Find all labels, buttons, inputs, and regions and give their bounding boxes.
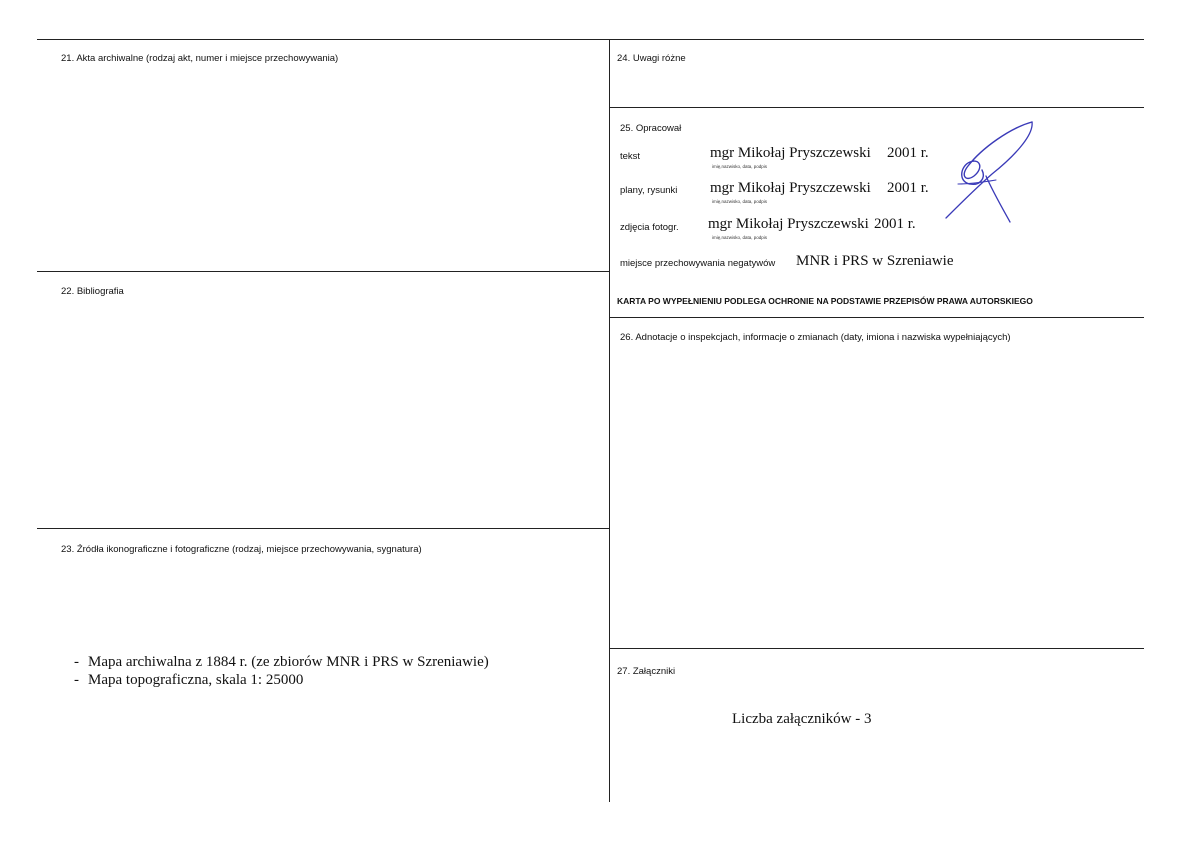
text-author-value: mgr Mikołaj Pryszczewski	[710, 145, 871, 161]
source-item-text: Mapa topograficzna, skala 1: 25000	[88, 672, 304, 688]
list-item: - Mapa topograficzna, skala 1: 25000	[74, 672, 304, 688]
handwritten-signature	[940, 118, 1040, 228]
section-26-label: 26. Adnotacje o inspekcjach, informacje o zmianach (daty, imiona i nazwiska wypełniających)	[620, 332, 1011, 343]
photos-author-hint: imię,nazwisko, data, podpis	[712, 235, 768, 240]
photos-author-label: zdjęcia fotogr.	[620, 222, 679, 233]
negatives-location-value: MNR i PRS w Szreniawie	[796, 253, 954, 269]
plans-author-year: 2001 r.	[887, 180, 929, 196]
top-border	[37, 39, 1144, 40]
section-22-label: 22. Bibliografia	[61, 286, 124, 297]
copyright-notice: KARTA PO WYPEŁNIENIU PODLEGA OCHRONIE NA PODSTAWIE PRZEPISÓW PRAWA AUTORSKIEGO	[617, 296, 1033, 306]
attachments-count: Liczba załączników - 3	[732, 711, 872, 727]
plans-author-value: mgr Mikołaj Pryszczewski	[710, 180, 871, 196]
photos-author-value: mgr Mikołaj Pryszczewski	[708, 216, 869, 232]
section-23-label: 23. Źródła ikonograficzne i fotograficzne (rodzaj, miejsce przechowywania, sygnatura)	[61, 544, 422, 555]
divider-22-23	[37, 528, 609, 529]
divider-21-22	[37, 271, 609, 272]
section-21-label: 21. Akta archiwalne (rodzaj akt, numer i miejsce przechowywania)	[61, 53, 339, 64]
plans-author-label: plany, rysunki	[620, 185, 678, 196]
section-24-label: 24. Uwagi różne	[617, 53, 686, 64]
text-author-year: 2001 r.	[887, 145, 929, 161]
iconographic-sources-list	[74, 653, 489, 689]
photos-author-year: 2001 r.	[874, 216, 916, 232]
source-item-text: Mapa archiwalna z 1884 r. (ze zbiorów MNR i PRS w Szreniawie)	[88, 654, 489, 670]
section-27-label: 27. Załączniki	[617, 666, 676, 677]
plans-author-hint: imię,nazwisko, data, podpis	[712, 199, 768, 204]
column-divider	[609, 39, 610, 802]
text-author-hint: imię,nazwisko, data, podpis	[712, 164, 768, 169]
text-author-label: tekst	[620, 151, 641, 162]
divider-24-25	[609, 107, 1144, 108]
section-25-label: 25. Opracował	[620, 123, 682, 134]
list-item: - Mapa archiwalna z 1884 r. (ze zbiorów MNR i PRS w Szreniawie)	[74, 654, 489, 670]
divider-25-26	[609, 317, 1144, 318]
divider-26-27	[609, 648, 1144, 649]
negatives-location-label: miejsce przechowywania negatywów	[620, 258, 776, 269]
